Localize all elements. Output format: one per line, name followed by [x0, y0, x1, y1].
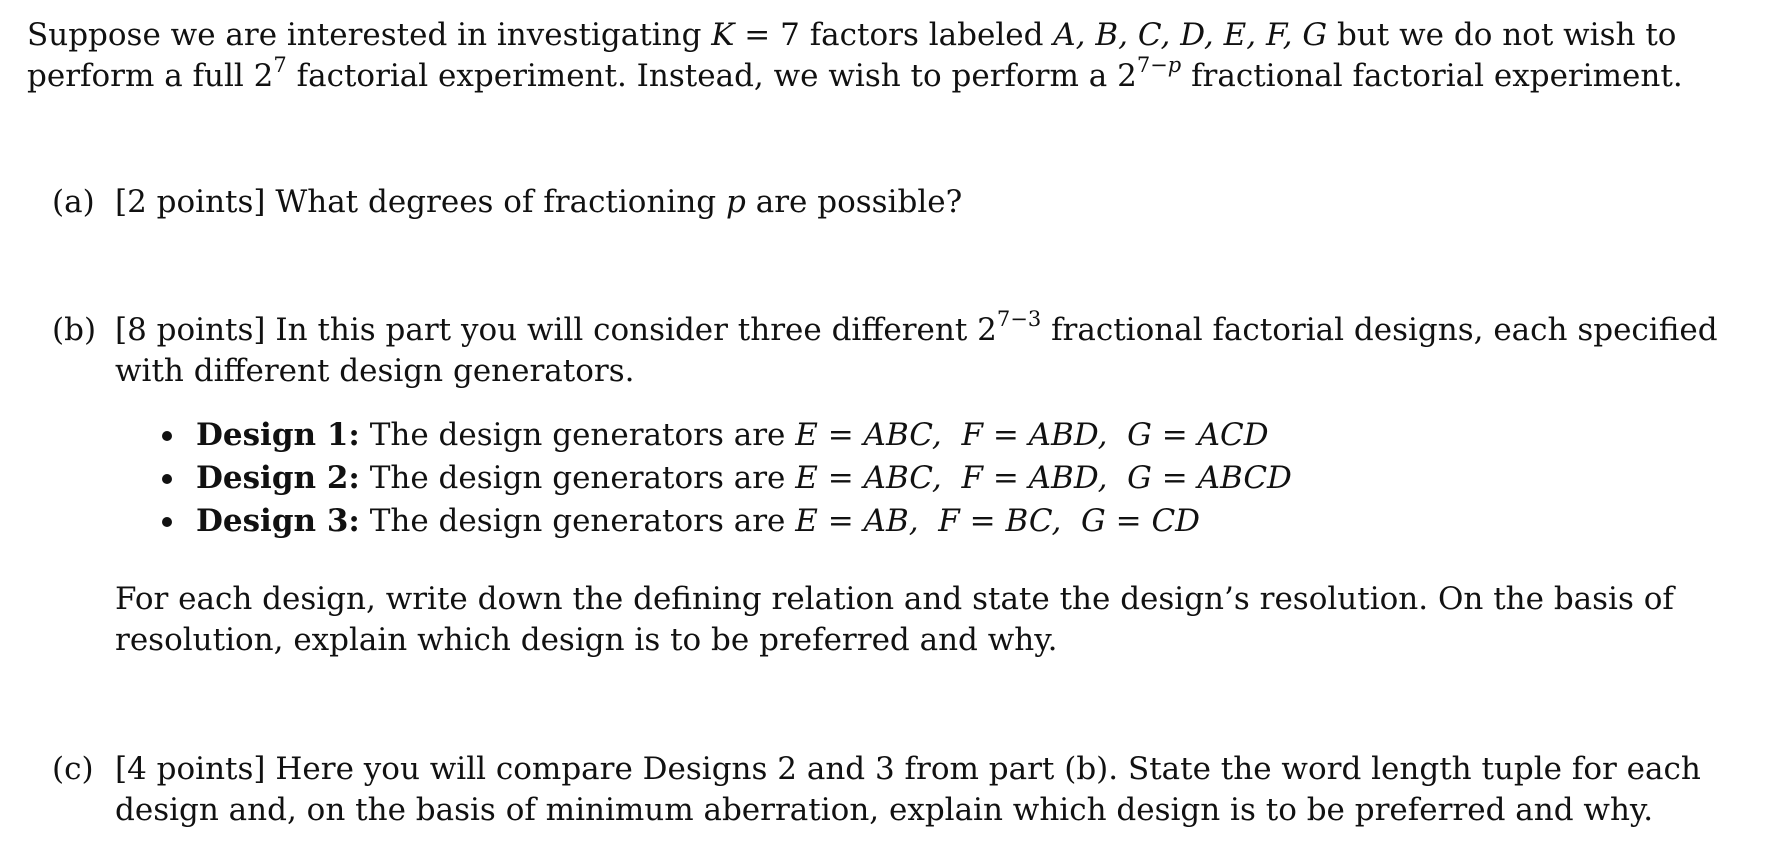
- intro-line-2: [27, 55, 1683, 97]
- part-b-line-1: [115, 309, 1718, 351]
- design-text: The design generators are: [359, 460, 796, 496]
- exponent-p: p: [1167, 53, 1182, 77]
- design-generators: E = AB, F = BC, G = CD: [795, 503, 1201, 539]
- design-generators: E = ABC, F = ABD, G = ACD: [795, 417, 1269, 453]
- exponent: 7: [273, 53, 287, 77]
- p-symbol: p: [726, 184, 746, 220]
- bullet-icon: [162, 517, 172, 527]
- question-text: are possible?: [745, 184, 963, 220]
- intro-text: Suppose we are interested in investigating: [27, 17, 712, 53]
- k-symbol: K: [711, 17, 735, 53]
- design-generators: E = ABC, F = ABD, G = ABCD: [795, 460, 1292, 496]
- design-1-item: [196, 414, 1269, 456]
- part-b-label: (b): [52, 312, 97, 348]
- part-b-line-2: with different design generators.: [115, 353, 635, 389]
- design-name: Design 2:: [196, 460, 360, 496]
- intro-line-1: [27, 14, 1676, 56]
- intro-text: factorial experiment. Instead, we wish to perform a 2: [286, 58, 1137, 94]
- question-text: [2 points] What degrees of fractioning: [115, 184, 727, 220]
- bullet-icon: [162, 431, 172, 441]
- part-c-line-1: [4 points] Here you will compare Designs 2 and 3 from part (b). State the word length tuple for each: [115, 751, 1701, 787]
- intro-text: but we do not wish to: [1327, 17, 1677, 53]
- part-a-question: [115, 181, 962, 223]
- intro-text: perform a full 2: [27, 58, 274, 94]
- intro-text: = 7 factors labeled: [734, 17, 1054, 53]
- design-2-item: [196, 457, 1292, 499]
- part-c-line-2: design and, on the basis of minimum aberration, explain which design is to be preferred and why.: [115, 792, 1654, 828]
- intro-text: fractional factorial experiment.: [1181, 58, 1683, 94]
- part-c-label: (c): [52, 751, 94, 787]
- design-name: Design 3:: [196, 503, 360, 539]
- exponent: 7−: [1136, 53, 1168, 77]
- bullet-icon: [162, 474, 172, 484]
- part-b-follow-1: For each design, write down the defining relation and state the design’s resolution. On the basis of: [115, 581, 1674, 617]
- design-text: The design generators are: [359, 503, 796, 539]
- design-3-item: [196, 500, 1200, 542]
- part-a-label: (a): [52, 184, 95, 220]
- design-text: The design generators are: [359, 417, 796, 453]
- question-text: [8 points] In this part you will consider three different 2: [115, 312, 997, 348]
- part-b-follow-2: resolution, explain which design is to be preferred and why.: [115, 622, 1058, 658]
- design-name: Design 1:: [196, 417, 360, 453]
- exponent: 7−3: [996, 307, 1042, 331]
- factor-list: A, B, C, D, E, F, G: [1053, 17, 1328, 53]
- question-text: fractional factorial designs, each specified: [1041, 312, 1718, 348]
